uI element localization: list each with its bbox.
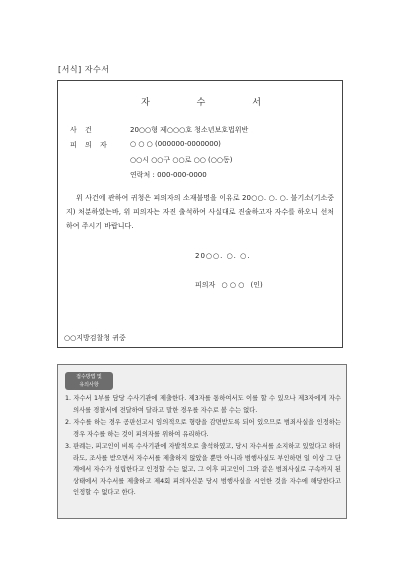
document-title: 자 수 서 — [141, 98, 283, 108]
case-value: 20○○형 제○○○호 청소년보호법위반 — [130, 126, 249, 134]
note-item: 2. 자수를 하는 경우 공판선고시 임의적으로 형량을 감면받도록 되어 있으므로 범죄사실을 인정하는 경우 자수를 하는 것이 피의자를 위하여 유리하다. — [65, 419, 341, 438]
addressee: ○○지방검찰청 귀중 — [64, 334, 126, 342]
suspect-label: 피 의 자 — [70, 141, 110, 149]
notes-list — [65, 393, 341, 500]
signer-name: ○ ○ ○ — [221, 281, 245, 289]
notes-box — [57, 364, 347, 519]
form-label: [서식] 자수서 — [58, 65, 110, 74]
suspect-address: ○○시 ○○구 ○○로 ○○ (○○동) — [130, 156, 233, 164]
notes-tag-line1: 접수방법 및 — [76, 374, 102, 380]
seal-mark: (인) — [250, 281, 263, 289]
document-date: 20○○. ○. ○. — [195, 252, 251, 260]
note-item: 1. 자수서 1부를 담당 수사기관에 제출한다. 제3자를 통하여서도 이를 할 수 있으나 제3자에게 자수의사를 경찰서에 전달하여 달라고 말한 경우를 자수로 볼 수는 없다. — [65, 395, 341, 414]
signer — [195, 280, 263, 290]
confession-form — [57, 80, 343, 348]
suspect-contact: 연락처 : 000-000-0000 — [130, 171, 207, 179]
notes-tag — [65, 372, 113, 390]
case-label: 사 건 — [70, 126, 95, 134]
signer-label: 피의자 — [195, 281, 216, 289]
suspect-name-id: ○ ○ ○ (000000-0000000) — [130, 140, 221, 148]
notes-tag-line2: 유의사항 — [79, 382, 99, 388]
note-item: 3. 판례는, 피고인이 비록 수사기관에 자발적으로 출석하였고, 당시 자수서를 소지하고 있었다고 하더라도, 조사를 받으면서 자수서를 제출하지 않았을 뿐만 아니라 범행사실도 부인하면 일 이상 그 단계에서 자수가 성립한다고 인정할 수는 없고, 그 이후 피고인이 그와 같은 범죄사실로 구속까지 된 상태에서 자수서를 제출하고 제4회 피의자신문 당시 범행사실을 시인한 것을 자수에 해당한다고 인정할 수 없다고 한다. — [65, 443, 341, 496]
body-text: 위 사건에 관하여 귀청은 피의자의 소재불명을 이유로 20○○. ○. ○. 불기소(기소중지) 처분하였는바, 위 피의자는 자진 출석하여 사실대로 진술하고자 자수를 하오니 선처하여 주시기 바랍니다. — [66, 194, 334, 230]
